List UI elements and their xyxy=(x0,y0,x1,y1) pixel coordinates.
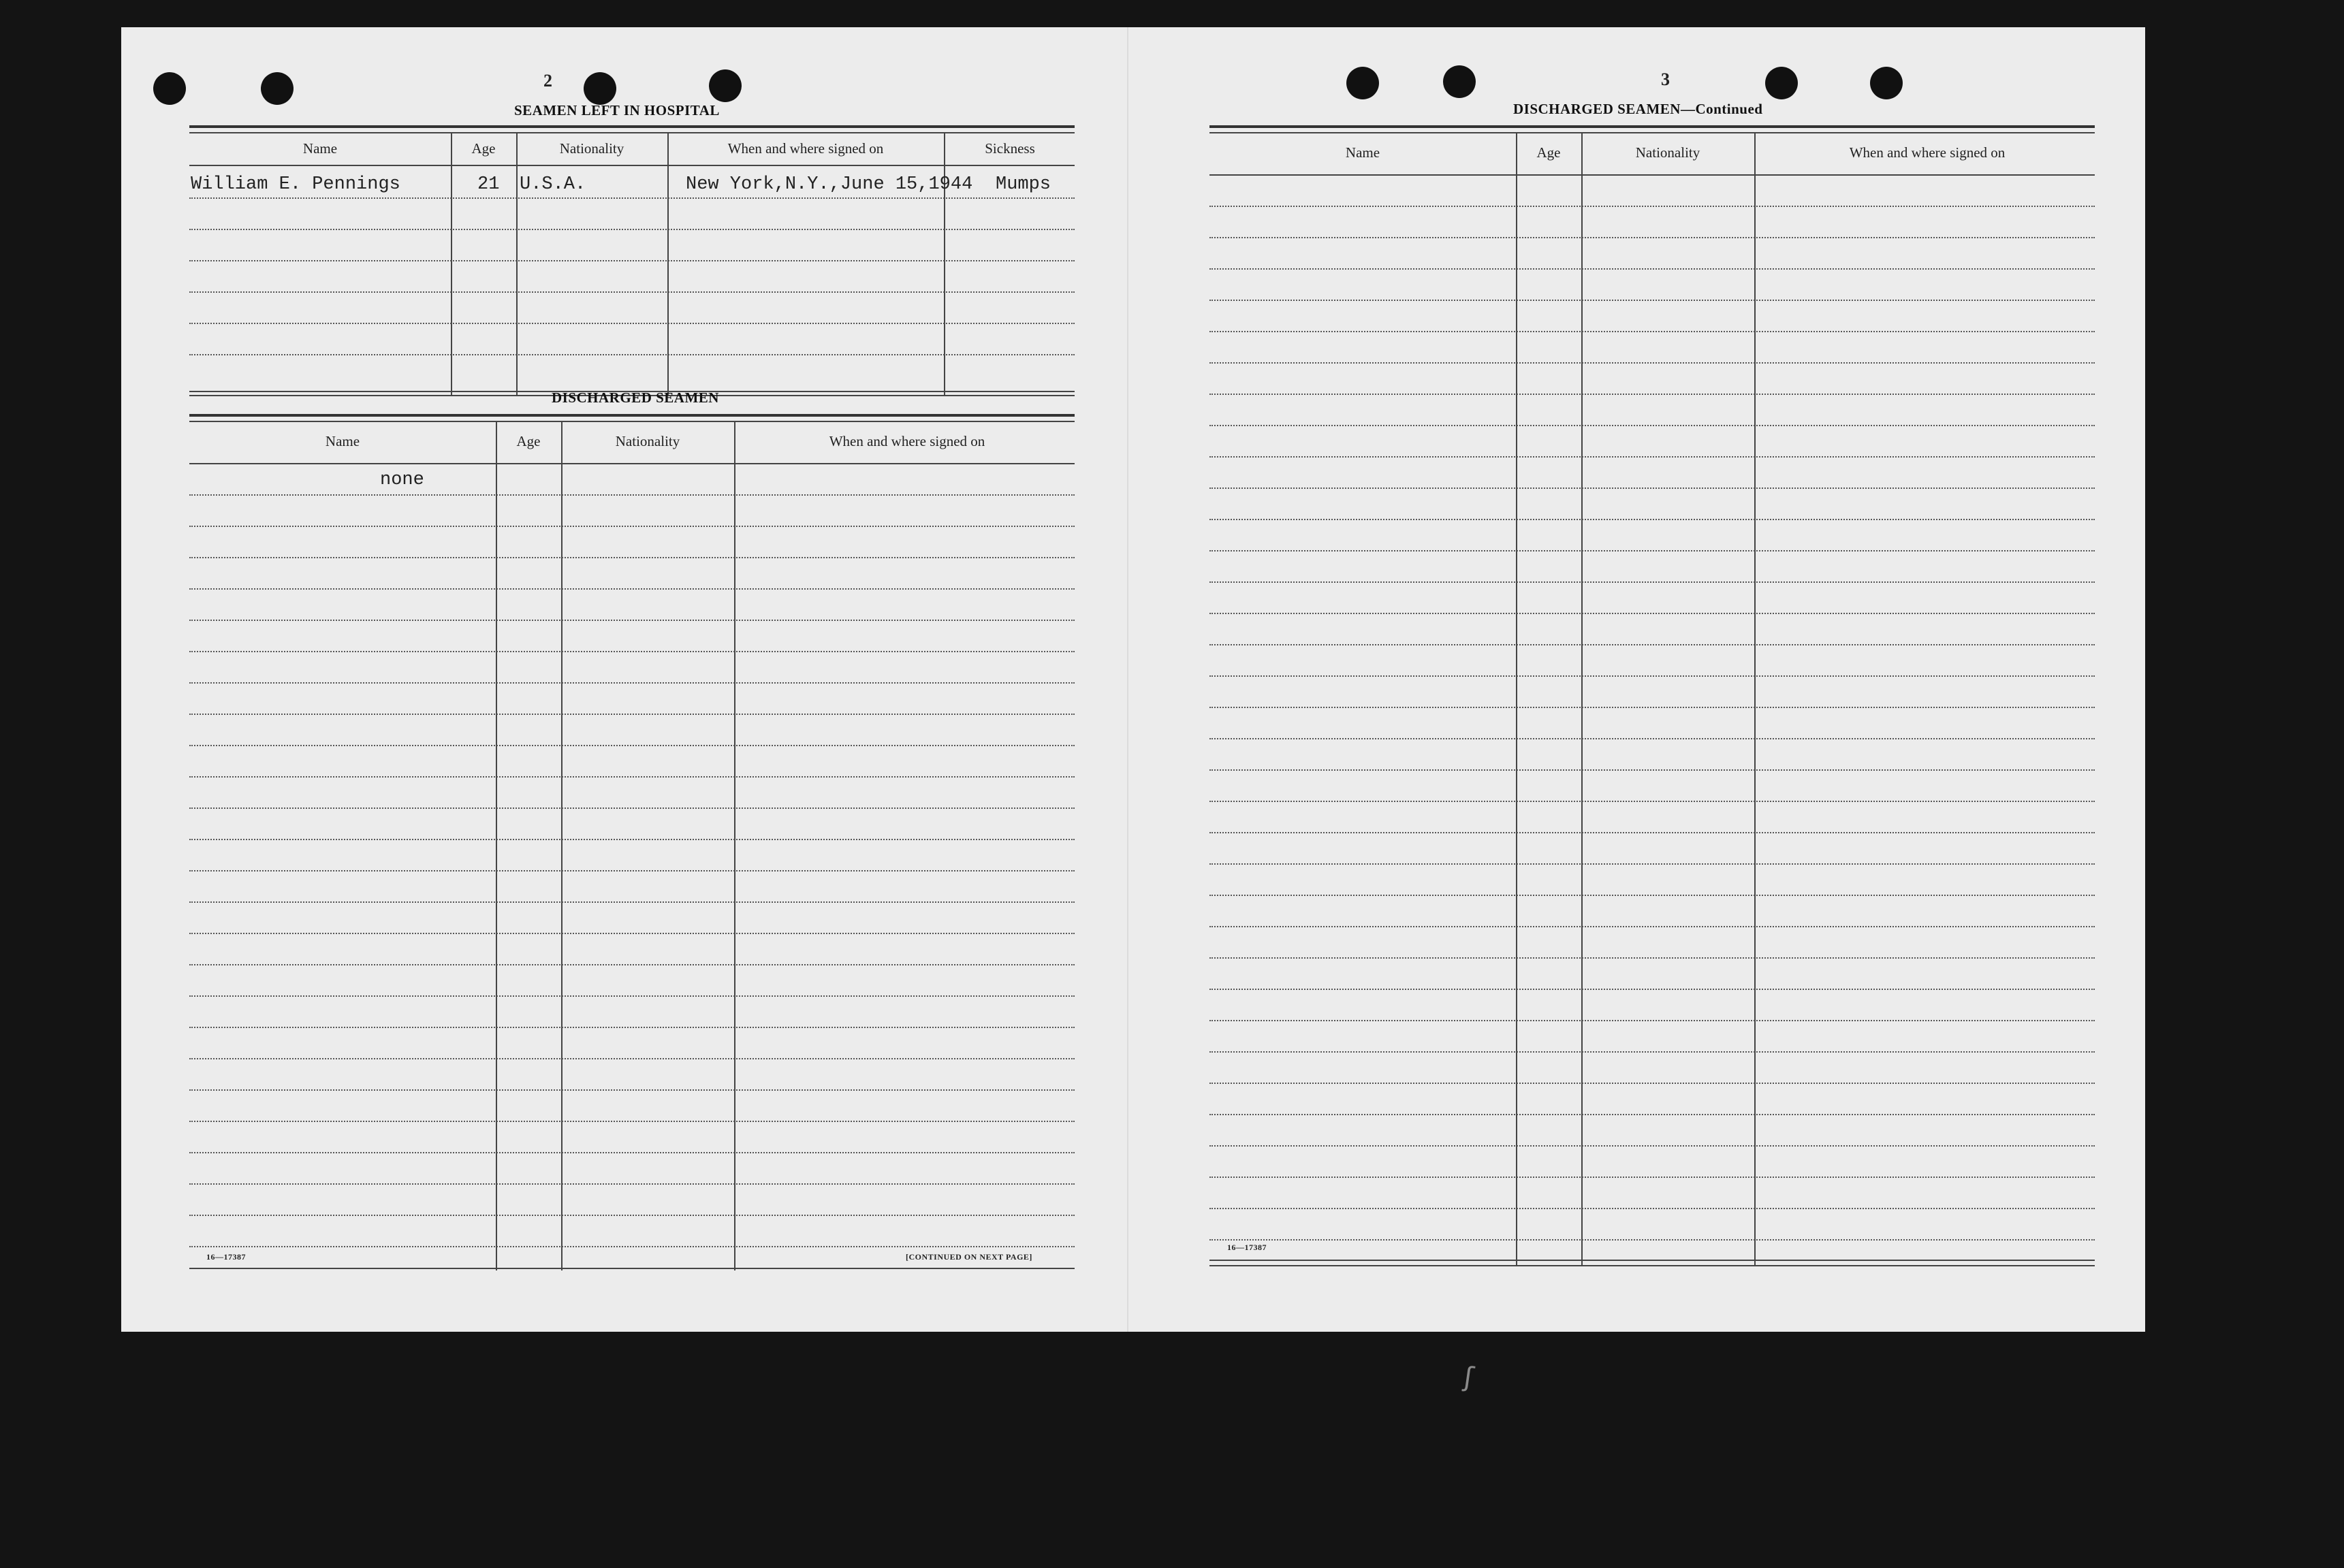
page-number-right: 3 xyxy=(1661,69,1670,89)
discharged-table xyxy=(189,414,1075,1275)
column-header: When and where signed on xyxy=(1849,144,2006,161)
form-number-left: 16—17387 xyxy=(206,1252,246,1262)
punch-hole xyxy=(261,72,294,105)
column-header: Nationality xyxy=(1635,144,1700,161)
page-number-left: 2 xyxy=(543,71,552,91)
page-fold xyxy=(1127,27,1128,1332)
right-section-title: DISCHARGED SEAMEN—Continued xyxy=(1513,101,1763,117)
discharged-continued-table xyxy=(1209,125,2095,1269)
column-header: Sickness xyxy=(985,140,1035,157)
punch-hole xyxy=(1346,67,1379,99)
discharged-section-title: DISCHARGED SEAMEN xyxy=(552,389,719,406)
punch-hole xyxy=(584,72,616,105)
discharged-entry-none: none xyxy=(380,470,424,490)
punch-hole xyxy=(709,69,742,102)
document-paper xyxy=(121,27,2145,1332)
column-header: Age xyxy=(1536,144,1561,161)
hospital-section-title: SEAMEN LEFT IN HOSPITAL xyxy=(514,102,720,118)
column-header: Nationality xyxy=(559,140,624,157)
punch-hole xyxy=(153,72,186,105)
column-header: When and where signed on xyxy=(829,433,985,449)
punch-hole xyxy=(1443,65,1476,98)
hospital-row-sickness: Mumps xyxy=(996,174,1051,195)
column-header: Name xyxy=(325,433,360,449)
hospital-row-nationality: U.S.A. xyxy=(520,174,586,195)
hospital-table xyxy=(189,125,1075,399)
hospital-row-name: William E. Pennings xyxy=(191,174,400,195)
column-header: Name xyxy=(1345,144,1380,161)
column-header: Nationality xyxy=(615,433,680,449)
punch-hole xyxy=(1870,67,1903,99)
form-number-right: 16—17387 xyxy=(1227,1243,1267,1252)
column-header: Age xyxy=(471,140,496,157)
column-header: Age xyxy=(516,433,541,449)
column-header: Name xyxy=(302,140,338,157)
scan-scratch-mark: ʃ xyxy=(1461,1361,1476,1394)
column-header: When and where signed on xyxy=(727,140,884,157)
punch-hole xyxy=(1765,67,1798,99)
continued-note: [CONTINUED ON NEXT PAGE] xyxy=(906,1252,1032,1262)
hospital-row-signed-on: New York,N.Y.,June 15,1944 xyxy=(686,174,973,195)
hospital-row-age: 21 xyxy=(477,174,500,195)
